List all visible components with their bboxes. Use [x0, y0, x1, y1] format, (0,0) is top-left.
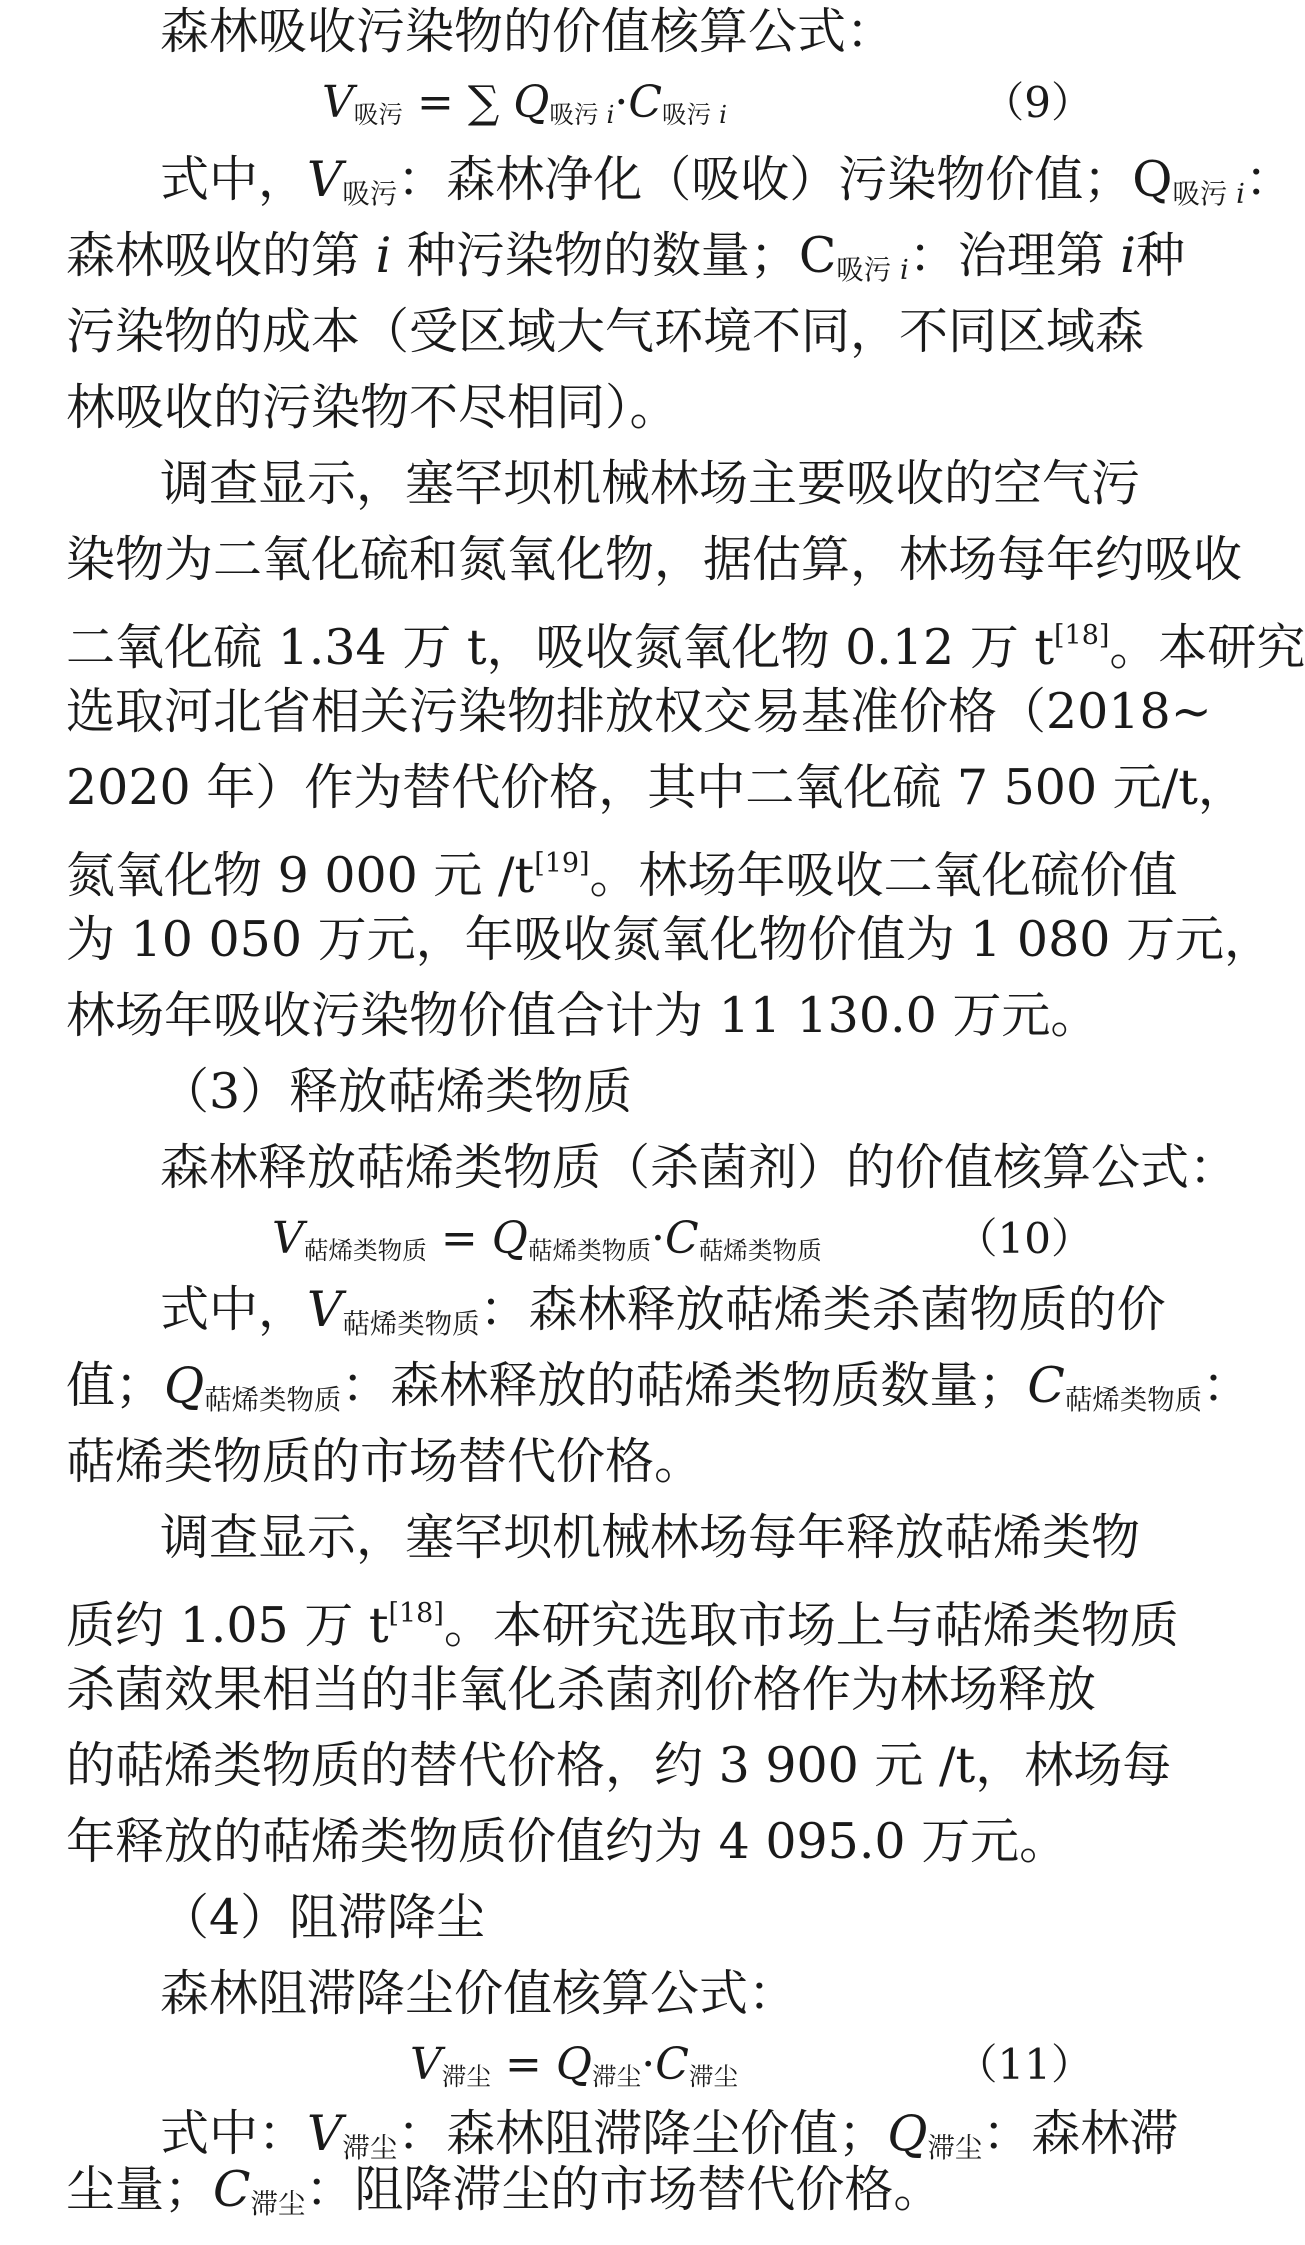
paragraph-line: 选取河北省相关污染物排放权交易基准价格（2018~ — [66, 683, 1212, 740]
equation-9 — [0, 68, 1153, 138]
paragraph-line: 调查显示，塞罕坝机械林场每年释放萜烯类物 — [160, 1509, 1141, 1566]
citation-ref: [18] — [388, 1598, 444, 1629]
formula-definition: 式中，V吸污：森林净化（吸收）污染物价值；Q吸污 i： — [160, 151, 1294, 210]
paragraph-line: 林场年吸收污染物价值合计为 11 130.0 万元。 — [66, 987, 1100, 1044]
equation-10-formula: V萜烯类物质 = Q萜烯类物质·C萜烯类物质 — [272, 1213, 822, 1266]
paragraph-line: 的萜烯类物质的替代价格，约 3 900 元 /t，林场每 — [66, 1737, 1172, 1794]
equation-10 — [0, 1204, 1153, 1274]
equation-10-number: （10） — [955, 1214, 1093, 1263]
paragraph-line: 二氧化硫 1.34 万 t，吸收氮氧化物 0.12 万 t[18]。本研究 — [66, 619, 1305, 677]
paragraph-line: 调查显示，塞罕坝机械林场主要吸收的空气污 — [160, 455, 1141, 512]
citation-ref: [19] — [534, 848, 590, 879]
paragraph-line: 氮氧化物 9 000 元 /t[19]。林场年吸收二氧化硫价值 — [66, 847, 1178, 905]
paragraph-line: 萜烯类物质的市场替代价格。 — [66, 1433, 704, 1490]
formula-definition: 尘量；C滞尘：阻降滞尘的市场替代价格。 — [66, 2161, 943, 2220]
paragraph-line: 染物为二氧化硫和氮氧化物，据估算，林场每年约吸收 — [66, 531, 1243, 588]
section-heading-4: （4）阻滞降尘 — [160, 1889, 486, 1946]
section-heading-3: （3）释放萜烯类物质 — [160, 1063, 633, 1120]
formula-intro-terpenes: 森林释放萜烯类物质（杀菌剂）的价值核算公式： — [160, 1139, 1239, 1196]
equation-11 — [0, 2030, 1153, 2100]
formula-definition: 式中：V滞尘：森林阻滞降尘价值；Q滞尘：森林滞 — [160, 2105, 1179, 2164]
formula-definition: 森林吸收的第 i 种污染物的数量；C吸污 i：治理第 i种 — [66, 227, 1185, 286]
formula-intro-dust: 森林阻滞降尘价值核算公式： — [160, 1965, 798, 2022]
equation-11-formula: V滞尘 = Q滞尘·C滞尘 — [410, 2039, 739, 2092]
equation-11-number: （11） — [955, 2040, 1093, 2089]
paragraph-line: 年释放的萜烯类物质价值约为 4 095.0 万元。 — [66, 1813, 1069, 1870]
formula-definition: 式中，V萜烯类物质：森林释放萜烯类杀菌物质的价 — [160, 1281, 1166, 1340]
paragraph-line: 为 10 050 万元，年吸收氮氧化物价值为 1 080 万元， — [66, 911, 1274, 968]
formula-definition: 值；Q萜烯类物质：森林释放的萜烯类物质数量；C萜烯类物质： — [66, 1357, 1252, 1416]
equation-9-formula: V吸污 = ∑ Q吸污 i·C吸污 i — [322, 77, 728, 130]
formula-intro-pollutants: 森林吸收污染物的价值核算公式： — [160, 3, 896, 60]
citation-ref: [18] — [1054, 620, 1110, 651]
paragraph-line: 2020 年）作为替代价格，其中二氧化硫 7 500 元/t， — [66, 759, 1247, 816]
paragraph-line: 林吸收的污染物不尽相同）。 — [66, 379, 679, 436]
paragraph-line: 杀菌效果相当的非氧化杀菌剂价格作为林场释放 — [66, 1661, 1096, 1718]
equation-9-number: （9） — [982, 78, 1093, 127]
paragraph-line: 质约 1.05 万 t[18]。本研究选取市场上与萜烯类物质 — [66, 1597, 1179, 1655]
paragraph-line: 污染物的成本（受区域大气环境不同，不同区域森 — [66, 303, 1145, 360]
